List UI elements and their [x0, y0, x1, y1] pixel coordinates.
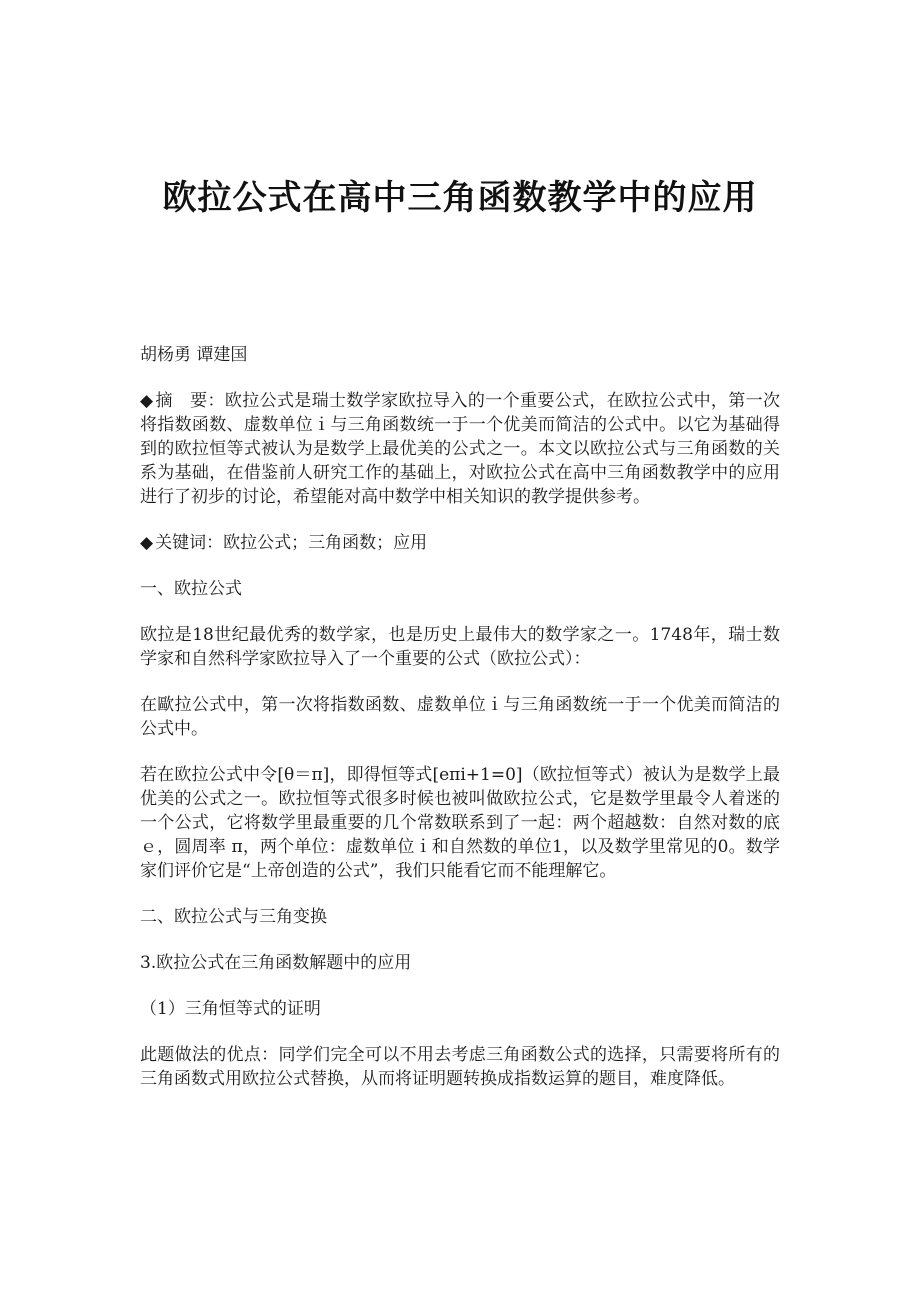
section-heading-3: 3.欧拉公式在三角函数解题中的应用	[140, 953, 412, 973]
section-heading-1: 一、欧拉公式	[140, 579, 242, 599]
authors: 胡杨勇 谭建国	[140, 345, 248, 365]
abstract-paragraph	[140, 389, 780, 509]
diamond-bullet-icon: ◆	[140, 391, 154, 411]
abstract-text: 摘 要：欧拉公式是瑞士数学家欧拉导入的一个重要公式，在欧拉公式中，第一次将指数函数、虚数单位ｉ与三角函数统一于一个优美而简洁的公式中。以它为基础得到的欧拉恒等式被认为是数学上最优美的公式之一。本文以欧拉公式与三角函数的关系为基础，在借鉴前人研究工作的基础上，对欧拉公式在高中三角函数教学中的应用进行了初步的讨论，希望能对高中数学中相关知识的教学提供参考。	[140, 391, 780, 507]
subsection-1-paragraph-1: 此题做法的优点：同学们完全可以不用去考虑三角函数公式的选择，只需要将所有的三角函数式用欧拉公式替换，从而将证明题转换成指数运算的题目，难度降低。	[140, 1045, 780, 1089]
section-1-paragraph-3: 若在欧拉公式中令[θ＝π]，即得恒等式[eπi+1=0]（欧拉恒等式）被认为是数学上最优美的公式之一。欧拉恒等式很多时候也被叫做欧拉公式，它是数学里最令人着迷的一个公式，它将数学里最重要的几个常数联系到了一起：两个超越数：自然对数的底ｅ，圆周率 π，两个单位：虚数单位ｉ和自然数的单位1，以及数学里常见的0。数学家们评价它是“上帝创造的公式”，我们只能看它而不能理解它。	[140, 765, 780, 881]
section-1-paragraph-1: 欧拉是18世纪最优秀的数学家，也是历史上最伟大的数学家之一。1748年，瑞士数学家和自然科学家欧拉导入了一个重要的公式（欧拉公式）：	[140, 625, 780, 669]
section-1-paragraph-2: 在歐拉公式中，第一次将指数函数、虚数单位ｉ与三角函数统一于一个优美而简洁的公式中。	[140, 695, 780, 739]
subsection-heading-1: （1）三角恒等式的证明	[140, 999, 321, 1019]
diamond-bullet-icon: ◆	[140, 533, 154, 553]
document-title: 欧拉公式在高中三角函数教学中的应用	[162, 178, 758, 218]
keywords-paragraph	[140, 531, 780, 555]
section-heading-2: 二、欧拉公式与三角变换	[140, 907, 327, 927]
keywords-text: 关键词：欧拉公式；三角函数；应用	[155, 533, 428, 553]
document-body	[140, 343, 780, 1113]
